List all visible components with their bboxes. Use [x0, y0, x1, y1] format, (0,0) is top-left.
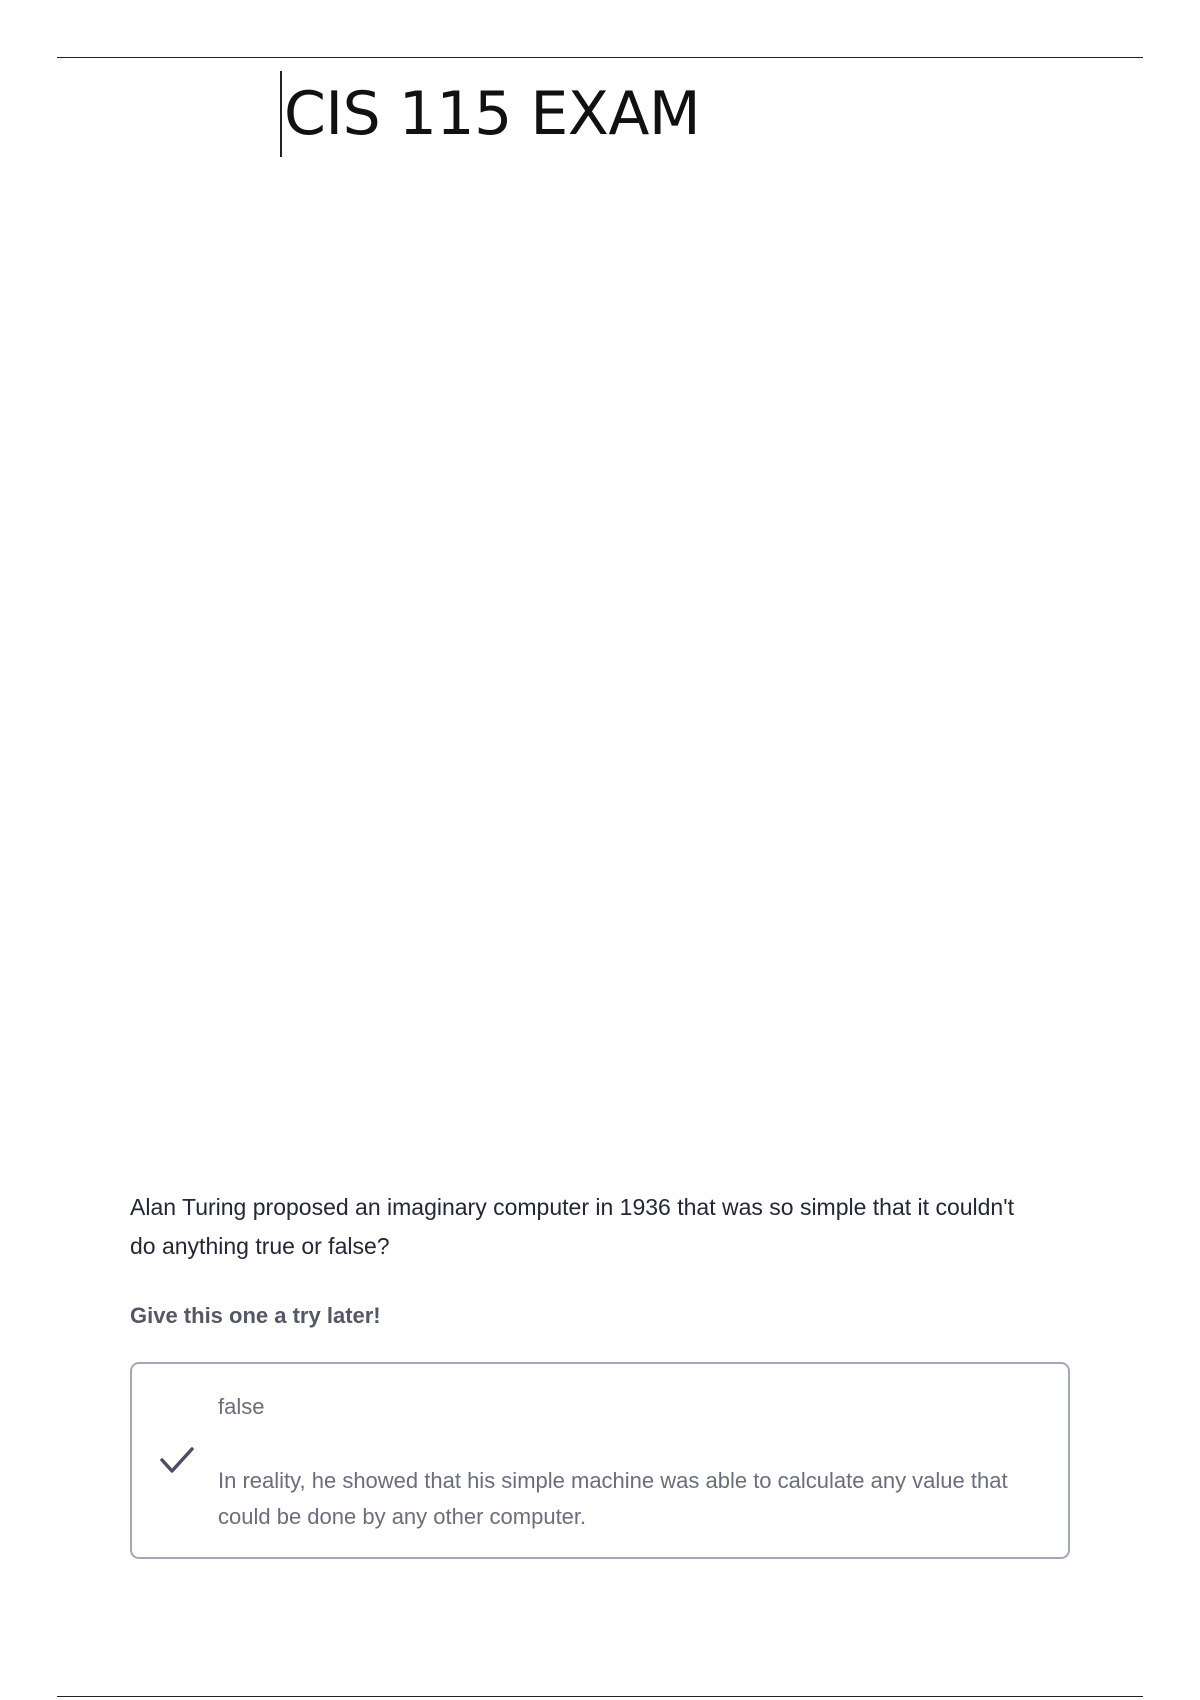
answer-card — [130, 1362, 1070, 1559]
text-cursor — [280, 71, 282, 157]
answer-term: false — [218, 1394, 265, 1419]
answer-explanation: In reality, he showed that his simple machine was able to calculate any value that could be done by any other computer. — [218, 1468, 1008, 1529]
hint-text: Give this one a try later! — [130, 1303, 381, 1328]
document-title: CIS 115 EXAM — [284, 79, 701, 149]
bottom-rule — [57, 1696, 1143, 1697]
title-block — [280, 70, 700, 158]
check-icon — [158, 1444, 198, 1478]
top-rule — [57, 57, 1143, 58]
question-text: Alan Turing proposed an imaginary computer in 1936 that was so simple that it couldn't do anything true or false? — [130, 1194, 1014, 1259]
